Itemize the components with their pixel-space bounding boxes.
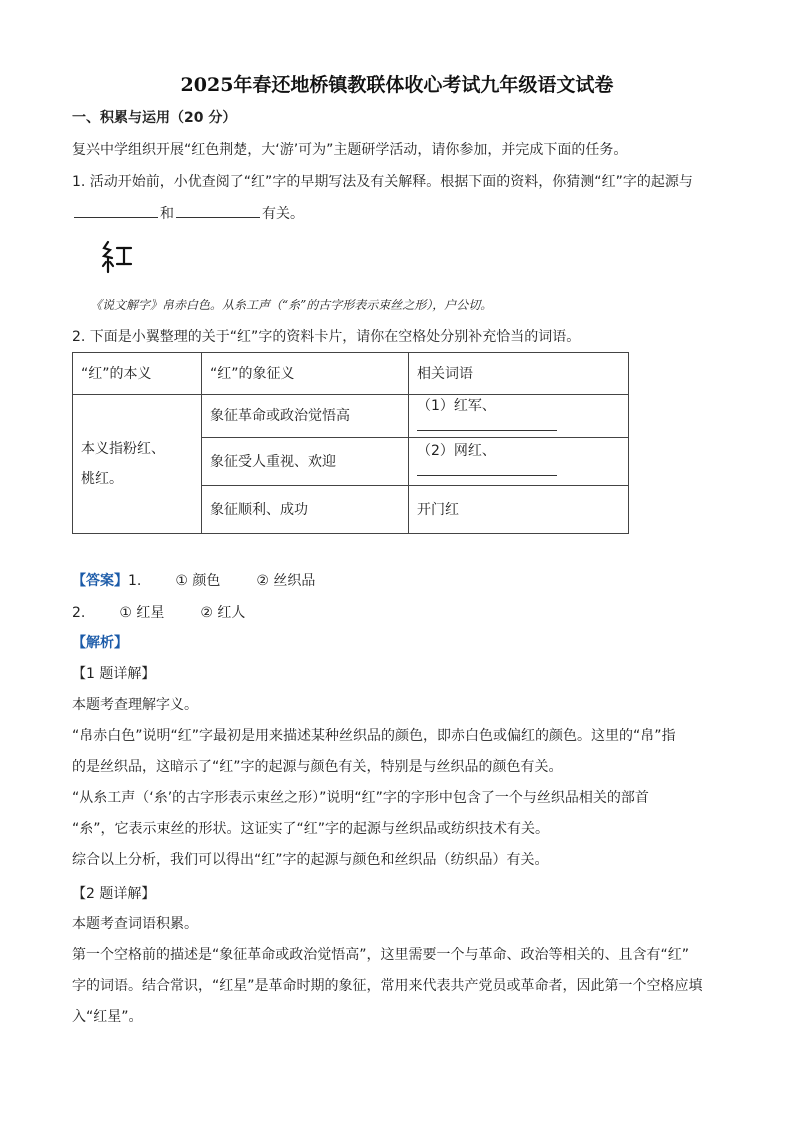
answer-line-2 (72, 603, 732, 623)
paragraph-line: 本题考查词语积累。 (72, 916, 198, 932)
paragraph-line: 第一个空格前的描述是“象征革命或政治觉悟高”，这里需要一个与革命、政治等相关的、且含有“红” (72, 947, 690, 963)
original-meaning-line: 本义指粉红、 (81, 441, 165, 457)
shuowen-quote: 《说文解字》帛赤白色。从糸工声（“糸”的古字形表示束丝之形），户公切。 (90, 298, 493, 312)
paragraph-line: “从糸工声（‘糸’的古字形表示束丝之形）”说明“红”字的字形中包含了一个与丝织品相关的部首 (72, 790, 649, 806)
original-meaning-line: 桃红。 (81, 471, 123, 487)
answer-label: 【答案】 (72, 573, 128, 589)
words-cell: 开门红 (409, 486, 629, 534)
paragraph-line: 字的词语。结合常识，“红星”是革命时期的象征，常用来代表共产党员或革命者，因此第一个空格应填 (72, 978, 703, 994)
answer-blank (417, 416, 557, 431)
table-header-row (73, 353, 629, 395)
answer-item: ① 红星 (119, 605, 165, 621)
analysis-label: 【解析】 (72, 635, 128, 651)
table-row (73, 395, 629, 438)
paragraph-line: 综合以上分析，我们可以得出“红”字的起源与颜色和丝织品（纺织品）有关。 (72, 852, 549, 868)
words-cell (409, 395, 629, 438)
detail-1-label: 【1 题详解】 (72, 666, 156, 682)
table-header: “红”的本义 (73, 353, 202, 395)
question-2-text: 2. 下面是小翼整理的关于“红”字的资料卡片，请你在空格处分别补充恰当的词语。 (72, 329, 581, 345)
detail-1-body (72, 690, 732, 876)
words-text: （2）网红、 (417, 443, 496, 459)
answer-blank (176, 202, 260, 218)
answer-number: 1. (128, 573, 142, 589)
table-header: “红”的象征义 (202, 353, 409, 395)
seal-script-hong-glyph (100, 238, 134, 278)
words-text: （1）红军、 (417, 397, 496, 414)
question-1-text: 1. 活动开始前，小优查阅了“红”字的早期写法及有关解释。根据下面的资料，你猜测“红”字的起源与 (72, 174, 693, 190)
paragraph-line: 入“红星”。 (72, 1009, 143, 1025)
answer-item: ② 红人 (200, 605, 246, 621)
section-heading: 一、积累与运用（20 分） (72, 110, 237, 126)
answer-blank (74, 202, 158, 218)
info-card-table (72, 352, 629, 534)
table-header: 相关词语 (409, 353, 629, 395)
words-cell (409, 438, 629, 486)
paragraph-line: “糸”，它表示束丝的形状。这证实了“红”字的起源与丝织品或纺织技术有关。 (72, 821, 550, 837)
intro-text: 复兴中学组织开展“红色荆楚，大‘游’可为”主题研学活动，请你参加，并完成下面的任务。 (72, 142, 628, 158)
question-1-blanks (72, 202, 732, 224)
answer-item: ② 丝织品 (256, 573, 316, 589)
answer-blank (417, 461, 557, 476)
paragraph-line: 本题考查理解字义。 (72, 697, 198, 713)
page-title: 2025年春还地桥镇教联体收心考试九年级语文试卷 (180, 74, 614, 96)
paragraph-line: 的是丝织品，这暗示了“红”字的起源与颜色有关，特别是与丝织品的颜色有关。 (72, 759, 563, 775)
answer-number: 2. (72, 605, 86, 621)
symbol-cell: 象征革命或政治觉悟高 (202, 395, 409, 438)
answer-item: ① 颜色 (175, 573, 221, 589)
original-meaning-cell (73, 395, 202, 534)
symbol-cell: 象征受人重视、欢迎 (202, 438, 409, 486)
symbol-cell: 象征顺利、成功 (202, 486, 409, 534)
detail-2-body (72, 909, 732, 1033)
connector-text: 和 (160, 206, 174, 222)
paragraph-line: “帛赤白色”说明“红”字最初是用来描述某种丝织品的颜色，即赤白色或偏红的颜色。这里的“帛”指 (72, 728, 676, 744)
detail-2-label: 【2 题详解】 (72, 886, 156, 902)
answer-line-1 (72, 571, 732, 591)
ending-text: 有关。 (262, 206, 304, 222)
